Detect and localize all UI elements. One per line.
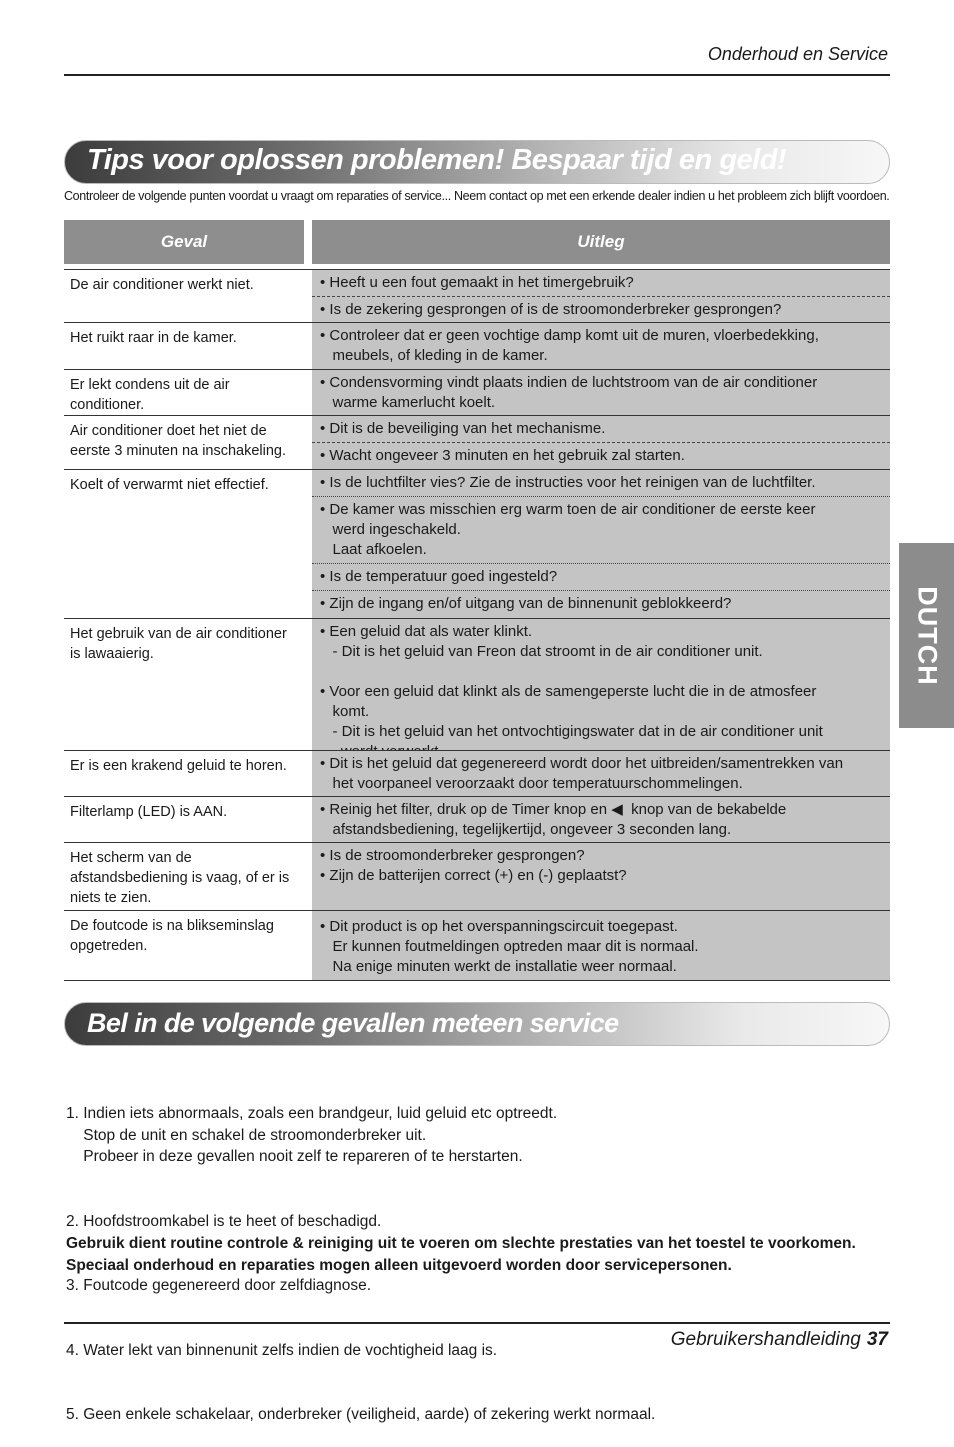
case-cell: De air conditioner werkt niet. <box>70 277 254 293</box>
section-title: Bel in de volgende gevallen meteen service <box>87 1008 619 1038</box>
list-item: 1. Indien iets abnormaals, zoals een brandgeur, luid geluid etc optreedt. Stop de unit en schakel de stroomonderbreker uit. Probeer in deze gevallen nooit zelf te repareren of te herstarten. <box>66 1105 558 1165</box>
column-header-explanation: Uitleg <box>312 220 890 264</box>
table-row <box>64 750 890 796</box>
table-row <box>64 618 890 750</box>
case-cell: Het gebruik van de air conditioner is lawaaierig. <box>70 626 287 662</box>
solution-cell: • Reinig het filter, druk op de Timer knop en ◀ knop van de bekabelde afstandsbediening, tegelijkertijd, ongeveer 3 seconden lang. <box>312 797 890 842</box>
solution-cell: • Dit is de beveiliging van het mechanisme. <box>312 416 890 443</box>
footer-rule <box>64 1322 890 1324</box>
section-banner-call-service <box>64 1002 890 1046</box>
list-item: 4. Water lekt van binnenunit zelfs indien de vochtigheid laag is. <box>66 1341 498 1359</box>
table-row <box>64 269 890 322</box>
list-item: 5. Geen enkele schakelaar, onderbreker (veiligheid, aarde) of zekering werkt normaal. <box>66 1406 656 1423</box>
list-item: 3. Foutcode gegenereerd door zelfdiagnose. <box>66 1277 372 1294</box>
table-row <box>64 842 890 910</box>
page-header-title: Onderhoud en Service <box>707 44 888 64</box>
maintenance-notes <box>66 1233 866 1276</box>
solution-cell: • Is de zekering gesprongen of is de stroomonderbreker gesprongen? <box>312 297 890 322</box>
page-footer <box>0 1329 888 1351</box>
solution-cell: • Een geluid dat als water klinkt. - Dit is het geluid van Freon dat stroomt in de air conditioner unit. • Voor een geluid dat klinkt als de samengeperste lucht die in de atmosfeer komt. - Dit is het geluid van het ontvochtigingswater dat in de air conditioner unit <box>312 619 890 750</box>
solution-cell: • Wacht ongeveer 3 minuten en het gebruik zal starten. <box>312 443 890 469</box>
footer-label: Gebruikershandleiding <box>670 1329 861 1350</box>
table-row <box>64 469 890 618</box>
solution-cell: • Dit is het geluid dat gegenereerd wordt door het uitbreiden/samentrekken van het voorpaneel veroorzaakt door temperatuurschommelingen. <box>312 751 890 796</box>
case-cell: Het ruikt raar in de kamer. <box>70 330 237 346</box>
note-special-maintenance: Speciaal onderhoud en reparaties mogen alleen uitgevoerd worden door servicepersonen. <box>66 1256 732 1274</box>
case-cell: De foutcode is na blikseminslag opgetreden. <box>70 918 274 954</box>
solution-cell: • Condensvorming vindt plaats indien de luchtstroom van de air conditioner warme kamerlucht koelt. <box>312 370 890 415</box>
solution-cell: • Heeft u een fout gemaakt in het timergebruik? <box>312 270 890 297</box>
solution-cell: • Is de luchtfilter vies? Zie de instructies voor het reinigen van de luchtfilter. <box>312 470 890 497</box>
intro-text: Controleer de volgende punten voordat u vraagt om reparaties of service... Neem contact op met een erkende dealer indien u het probleem zich blijft voordoen. <box>64 189 890 203</box>
case-cell: Koelt of verwarmt niet effectief. <box>70 477 269 493</box>
header-rule <box>64 74 890 76</box>
solution-cell: • Dit product is op het overspanningscircuit toegepast. Er kunnen foutmeldingen optreden maar dit is normaal. Na enige minuten werkt de installatie weer normaal. <box>312 911 890 980</box>
solution-cell: • Zijn de ingang en/of uitgang van de binnenunit geblokkeerd? <box>312 591 890 618</box>
case-cell: Filterlamp (LED) is AAN. <box>70 804 228 820</box>
solution-cell: • Is de temperatuur goed ingesteld? <box>312 564 890 591</box>
case-cell: Er is een krakend geluid te horen. <box>70 758 287 774</box>
case-cell: Het scherm van de afstandsbediening is vaag, of er is niets te zien. <box>70 850 290 906</box>
table-row <box>64 322 890 369</box>
solution-cell: • De kamer was misschien erg warm toen de air conditioner de eerste keer werd ingeschakeld. Laat afkoelen. <box>312 497 890 564</box>
troubleshooting-table <box>64 269 890 981</box>
section-title: Tips voor oplossen problemen! Bespaar tijd en geld! <box>87 144 787 176</box>
language-tab-label: DUTCH <box>912 585 942 686</box>
table-row <box>64 369 890 415</box>
case-cell: Er lekt condens uit de air conditioner. <box>70 377 230 413</box>
section-banner-troubleshooting <box>64 140 890 184</box>
table-row <box>64 910 890 981</box>
solution-cell: • Controleer dat er geen vochtige damp komt uit de muren, vloerbedekking, meubels, of kleding in de kamer. <box>312 323 890 369</box>
list-item: 2. Hoofdstroomkabel is te heet of beschadigd. <box>66 1212 382 1230</box>
note-routine-check: Gebruik dient routine controle & reiniging uit te voeren om slechte prestaties van het toestel te voorkomen. <box>66 1235 856 1252</box>
page-number: 37 <box>866 1329 888 1350</box>
column-header-case: Geval <box>64 220 304 264</box>
solution-cell: • Is de stroomonderbreker gesprongen? • Zijn de batterijen correct (+) en (-) geplaatst? <box>312 843 890 910</box>
language-side-tab <box>899 543 954 728</box>
table-row <box>64 796 890 842</box>
table-row <box>64 415 890 469</box>
case-cell: Air conditioner doet het niet de eerste 3 minuten na inschakeling. <box>70 423 287 459</box>
